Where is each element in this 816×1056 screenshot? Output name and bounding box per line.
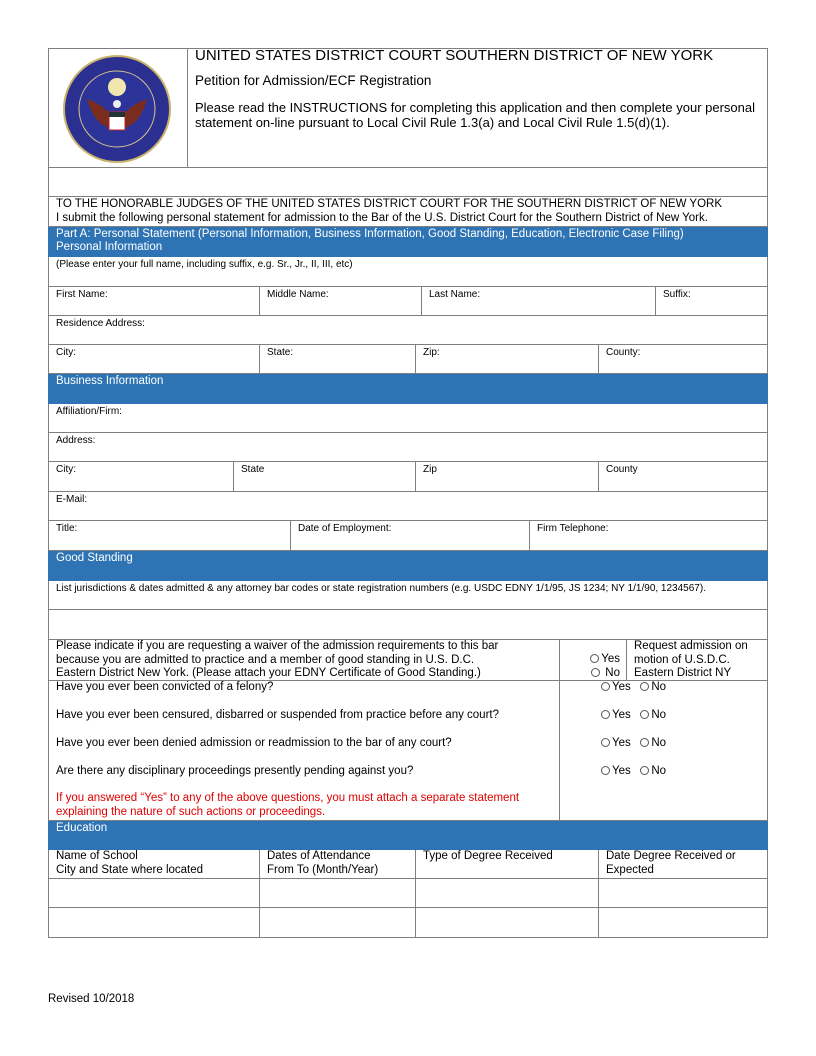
yes-label: Yes xyxy=(612,681,631,693)
radio-icon xyxy=(640,682,649,691)
residence-city-row xyxy=(48,345,768,374)
waiver-line: Please indicate if you are requesting a waiver of the admission requirements to this bar xyxy=(56,640,499,652)
no-label: No xyxy=(651,681,667,693)
warning-line: explaining the nature of such actions or proceedings. xyxy=(56,805,326,818)
employment-date-field[interactable] xyxy=(290,521,529,550)
education-entry-row xyxy=(48,879,768,908)
yes-label: Yes xyxy=(601,653,620,665)
firm-phone-label: Firm Telephone: xyxy=(537,523,609,534)
bus-county-label: County xyxy=(606,464,638,475)
bus-state-label: State xyxy=(241,464,265,475)
felony-no-radio[interactable] xyxy=(640,681,666,693)
first-name-field[interactable] xyxy=(49,287,259,315)
part-a-title: Part A: Personal Statement (Personal Information, Business Information, Good Standing, Education, Electronic Case Filing) xyxy=(56,228,684,240)
firm-phone-field[interactable] xyxy=(529,521,767,550)
radio-icon xyxy=(601,682,610,691)
jurisdictions-label: List jurisdictions & dates admitted & any attorney bar codes or state registration numbers (e.g. USDC EDNY 1/1/95, JS 1234; NY 1/1/90, 1234567). xyxy=(56,583,706,594)
last-name-field[interactable] xyxy=(421,287,655,315)
suffix-field[interactable] xyxy=(655,287,767,315)
res-state-field[interactable] xyxy=(259,345,415,373)
email-row xyxy=(48,492,768,521)
res-county-label: County: xyxy=(606,347,641,358)
no-label: No xyxy=(605,666,620,679)
res-city-field[interactable] xyxy=(49,345,259,373)
radio-icon xyxy=(590,654,599,663)
jurisdictions-input-row[interactable] xyxy=(48,610,768,640)
revised-date: Revised 10/2018 xyxy=(48,993,135,1005)
radio-icon xyxy=(601,766,610,775)
good-standing-header xyxy=(48,551,768,581)
court-title: UNITED STATES DISTRICT COURT SOUTHERN DISTRICT OF NEW YORK xyxy=(195,47,714,64)
col-text: Expected xyxy=(606,863,654,876)
warning-text xyxy=(56,792,519,819)
jurisdictions-row xyxy=(48,581,768,610)
affiliation-field[interactable] xyxy=(49,404,767,432)
address-field[interactable] xyxy=(49,433,767,461)
question-felony: Have you ever been convicted of a felony? xyxy=(56,681,274,693)
education-entry-row xyxy=(48,908,768,938)
address-label: Address: xyxy=(56,435,96,446)
first-name-label: First Name: xyxy=(56,289,108,300)
education-columns-row xyxy=(48,850,768,879)
education-heading: Education xyxy=(49,821,767,849)
name-note: (Please enter your full name, including suffix, e.g. Sr., Jr., II, III, etc) xyxy=(56,259,353,270)
form-title: Petition for Admission/ECF Registration xyxy=(195,73,432,88)
last-name-label: Last Name: xyxy=(429,289,481,300)
request-line: Eastern District NY xyxy=(634,667,732,679)
divider xyxy=(559,681,560,820)
date-received-input[interactable] xyxy=(598,879,767,907)
res-state-label: State: xyxy=(267,347,294,358)
waiver-request-text xyxy=(626,640,767,680)
request-line: motion of U.S.D.C. xyxy=(634,653,730,666)
school-input[interactable] xyxy=(49,908,259,937)
question-denied: Have you ever been denied admission or readmission to the bar of any court? xyxy=(56,737,452,749)
denied-no-radio[interactable] xyxy=(640,737,666,749)
dates-input[interactable] xyxy=(259,908,415,937)
bus-zip-label: Zip xyxy=(423,464,437,475)
residence-label: Residence Address: xyxy=(56,318,145,329)
affiliation-row xyxy=(48,404,768,433)
blank-row xyxy=(48,168,768,197)
court-seal-icon xyxy=(62,54,172,164)
radio-icon xyxy=(601,738,610,747)
col-text: City and State where located xyxy=(56,863,204,876)
col-text: Date Degree Received or xyxy=(606,850,736,862)
questions-row xyxy=(48,681,768,821)
res-zip-field[interactable] xyxy=(415,345,598,373)
email-label: E-Mail: xyxy=(56,494,88,505)
degree-input[interactable] xyxy=(415,879,598,907)
dates-input[interactable] xyxy=(259,879,415,907)
col-date-received xyxy=(598,850,767,878)
email-field[interactable] xyxy=(49,492,767,520)
suffix-label: Suffix: xyxy=(663,289,691,300)
residence-row xyxy=(48,316,768,345)
employment-date-label: Date of Employment: xyxy=(298,523,392,534)
middle-name-field[interactable] xyxy=(259,287,421,315)
warning-line: If you answered “Yes” to any of the above questions, you must attach a separate statement xyxy=(56,792,520,804)
radio-icon xyxy=(591,668,600,677)
col-dates xyxy=(259,850,415,878)
col-degree xyxy=(415,850,598,878)
waiver-line: because you are admitted to practice and a member of good standing in U.S. D.C. xyxy=(56,653,475,666)
waiver-yes-radio[interactable] xyxy=(560,653,620,667)
intro-line-2: I submit the following personal statement for admission to the Bar of the U.S. District Court for the Southern District of New York. xyxy=(56,211,708,224)
personal-info-heading: Personal Information xyxy=(56,241,163,253)
censured-yes-radio[interactable] xyxy=(601,709,631,721)
intro-line-1: TO THE HONORABLE JUDGES OF THE UNITED STATES DISTRICT COURT FOR THE SOUTHERN DISTRICT OF NEW YORK xyxy=(56,198,723,210)
bus-state-field[interactable] xyxy=(233,462,415,491)
bus-city-field[interactable] xyxy=(49,462,233,491)
school-input[interactable] xyxy=(49,879,259,907)
censured-no-radio[interactable] xyxy=(640,709,666,721)
title-label: Title: xyxy=(56,523,78,534)
denied-yes-radio[interactable] xyxy=(601,737,631,749)
degree-input[interactable] xyxy=(415,908,598,937)
col-text: Name of School xyxy=(56,850,138,862)
yes-label: Yes xyxy=(612,709,631,721)
bus-county-field[interactable] xyxy=(598,462,767,491)
affiliation-label: Affiliation/Firm: xyxy=(56,406,122,417)
instructions-text: Please read the INSTRUCTIONS for completing this application and then complete your personal statement on-line pursuant to Local Civil Rule 1.3(a) and Local Civil Rule 1.5(d)(1). xyxy=(195,100,756,130)
business-heading: Business Information xyxy=(49,374,767,403)
title-field[interactable] xyxy=(49,521,290,550)
bus-zip-field[interactable] xyxy=(415,462,598,491)
good-standing-heading: Good Standing xyxy=(49,551,767,580)
radio-icon xyxy=(640,738,649,747)
waiver-row xyxy=(48,640,768,681)
no-label: No xyxy=(651,709,667,721)
col-text: From To (Month/Year) xyxy=(267,863,379,876)
res-zip-label: Zip: xyxy=(423,347,440,358)
radio-icon xyxy=(640,710,649,719)
no-label: No xyxy=(651,737,667,749)
pending-no-radio[interactable] xyxy=(640,765,666,777)
pending-yes-radio[interactable] xyxy=(601,765,631,777)
radio-icon xyxy=(640,766,649,775)
felony-yes-radio[interactable] xyxy=(601,681,631,693)
part-a-header xyxy=(48,227,768,257)
yes-label: Yes xyxy=(612,765,631,777)
name-note-row xyxy=(48,257,768,287)
col-school xyxy=(49,850,259,878)
no-label: No xyxy=(651,765,667,777)
waiver-line: Eastern District New York. (Please attach your EDNY Certificate of Good Standing.) xyxy=(56,667,481,679)
bus-city-label: City: xyxy=(56,464,76,475)
residence-field[interactable] xyxy=(49,316,767,344)
waiver-radio-cell xyxy=(559,640,626,680)
header-text-cell xyxy=(187,49,767,167)
address-row xyxy=(48,433,768,462)
date-received-input[interactable] xyxy=(598,908,767,937)
business-city-row xyxy=(48,462,768,492)
seal-cell xyxy=(49,49,187,167)
radio-icon xyxy=(601,710,610,719)
col-text: Dates of Attendance xyxy=(267,850,371,862)
middle-name-label: Middle Name: xyxy=(267,289,329,300)
question-pending: Are there any disciplinary proceedings presently pending against you? xyxy=(56,765,414,777)
business-header xyxy=(48,374,768,404)
res-city-label: City: xyxy=(56,347,76,358)
res-county-field[interactable] xyxy=(598,345,767,373)
title-row xyxy=(48,521,768,551)
name-row xyxy=(48,287,768,316)
intro-row xyxy=(48,197,768,227)
col-text: Type of Degree Received xyxy=(423,850,553,862)
waiver-text xyxy=(49,640,559,680)
waiver-no-radio[interactable] xyxy=(560,667,620,681)
question-censured: Have you ever been censured, disbarred or suspended from practice before any court? xyxy=(56,709,500,721)
yes-label: Yes xyxy=(612,737,631,749)
header-row xyxy=(48,48,768,168)
education-header xyxy=(48,821,768,850)
request-line: Request admission on xyxy=(634,640,748,652)
